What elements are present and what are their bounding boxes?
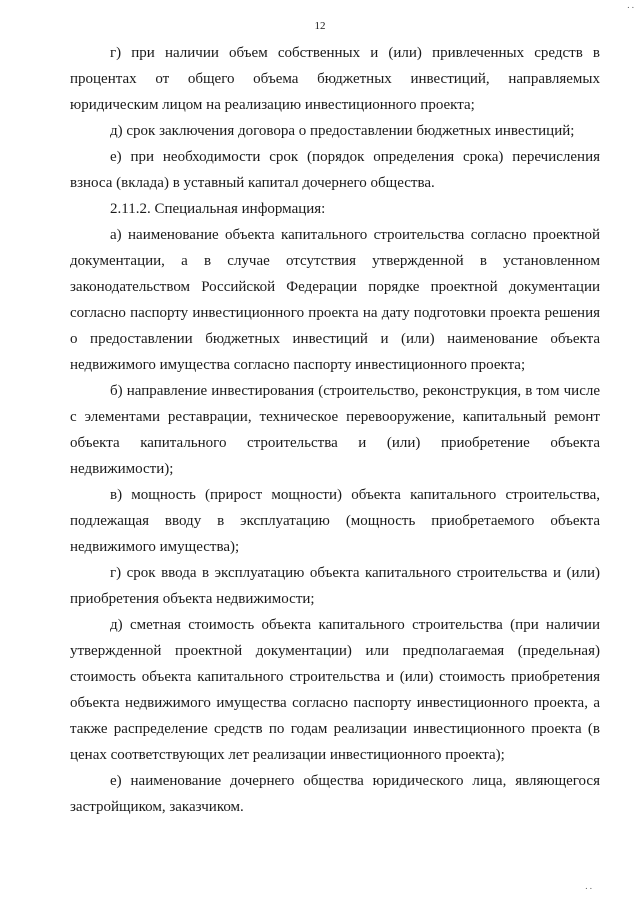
document-body (70, 40, 600, 820)
paragraph-d-estimated-cost: д) сметная стоимость объекта капитального строительства (при наличии утвержденной проектной документации) или предполагаемая (предельная) стоимость объекта капитального строительства и (или) стоимость приобретения объекта недвижимого имущества согласно паспорту инвестиционного проекта, а также распределение средств по годам реализации инвестиционного проекта (в ценах соответствующих лет реализации инвестиционного проекта); (70, 617, 600, 763)
scan-corner-mark: . . (627, 0, 634, 10)
page-number: 12 (314, 20, 326, 32)
paragraph-g-commissioning-term: г) срок ввода в эксплуатацию объекта капитального строительства и (или) приобретения объекта недвижимости; (70, 565, 600, 607)
paragraph-e-transfer-term: е) при необходимости срок (порядок определения срока) перечисления взноса (вклада) в уставный капитал дочернего общества. (70, 149, 600, 191)
paragraph-e-subsidiary-name: е) наименование дочернего общества юридического лица, являющегося застройщиком, заказчиком. (70, 773, 600, 815)
paragraph-a-object-name: а) наименование объекта капитального строительства согласно проектной документации, а в случае отсутствия утвержденной в установленном законодательством Российской Федерации порядке проектной документации согласно паспорту инвестиционного проекта на дату подготовки проекта решения о предоставлении бюджетных инвестиций и (или) наименование объекта недвижимого имущества согласно паспорту инвестиционного проекта; (70, 227, 600, 373)
paragraph-g-own-funds: г) при наличии объем собственных и (или) привлеченных средств в процентах от общего объема бюджетных инвестиций, направляемых юридическим лицом на реализацию инвестиционного проекта; (70, 45, 600, 113)
paragraph-v-capacity: в) мощность (прирост мощности) объекта капитального строительства, подлежащая вводу в эксплуатацию (мощность приобретаемого объекта недвижимого имущества); (70, 487, 600, 555)
paragraph-d-contract-term: д) срок заключения договора о предоставлении бюджетных инвестиций; (110, 123, 575, 139)
paragraph-b-investment-direction: б) направление инвестирования (строительство, реконструкция, в том числе с элементами реставрации, техническое перевооружение, капитальный ремонт объекта капитального строительства и (или) приобретение объекта недвижимости); (70, 383, 600, 477)
section-heading-special-info: 2.11.2. Специальная информация: (110, 201, 326, 217)
scan-bottom-mark: . . (585, 881, 592, 891)
